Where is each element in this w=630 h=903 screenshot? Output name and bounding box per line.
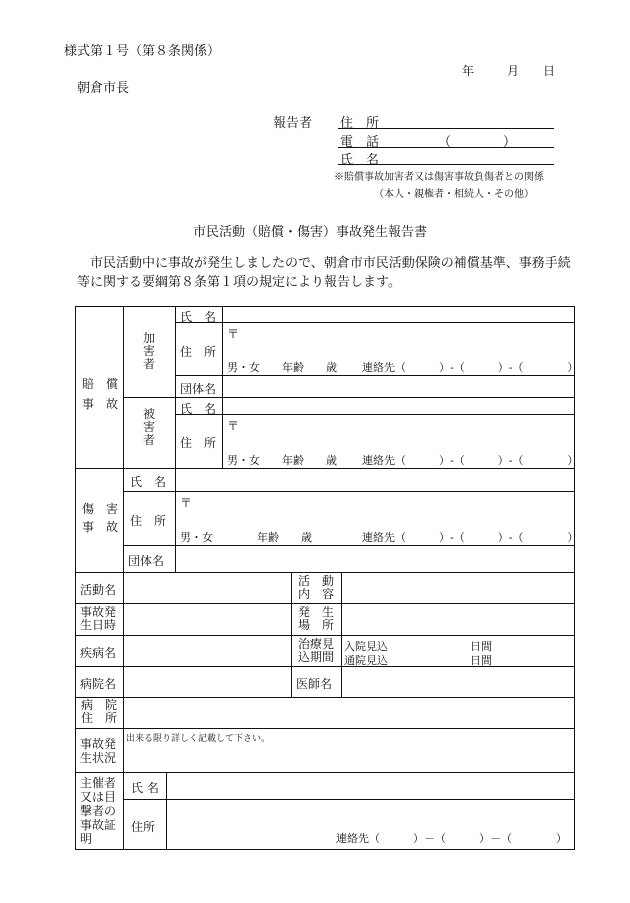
accident-date-label: 事故発 生日時 [80,605,117,632]
reporter-address-label: 住 所 [340,116,380,131]
hospitalization-days: 日間 [470,640,492,653]
liability-accident-label: 賠 償 事 故 [81,377,118,411]
victim-age: 年齢 歳 [282,454,337,467]
illness-label: 疾病名 [80,646,117,660]
victim-contact: 連絡先（ ）-（ ）-（ ） [362,454,579,467]
date-month: 月 [507,64,520,78]
injury-age: 年齢 歳 [257,531,312,544]
perpetrator-label: 加 害 者 [142,331,155,371]
reporter-phone-label: 電 話 [340,135,380,150]
hospital-name-label: 病院名 [80,677,117,691]
victim-address-label: 住 所 [180,436,217,450]
victim-label: 被 害 者 [142,407,155,447]
reporter-phone-line[interactable] [338,147,554,148]
form-number: 様式第１号（第８条関係） [64,44,221,59]
reporter-name-label: 氏 名 [340,153,380,168]
date-year: 年 [462,64,475,78]
outpatient-days: 日間 [470,654,492,667]
injury-address-label: 住 所 [130,514,167,528]
witness-address-label: 住所 [131,820,156,834]
addressee: 朝倉市長 [77,81,130,96]
hospitalization-label: 入院見込 [344,640,388,653]
perpetrator-gender[interactable]: 男・女 [227,361,260,374]
situation-hint: 出来る限り詳しく記載して下さい。 [126,734,271,744]
date-day: 日 [543,64,556,78]
reporter-phone-parens: （ ） [438,135,517,150]
doctor-name-label: 医師名 [296,677,333,691]
reporter-note: ※賠償事故加害者又は傷害事故負傷者との関係 [334,172,544,183]
activity-name-label: 活動名 [80,583,117,597]
situation-label: 事故発 生状況 [80,737,117,765]
injury-contact: 連絡先（ ）-（ ）-（ ） [362,531,579,544]
perpetrator-age: 年齢 歳 [282,361,337,374]
injury-group-label: 団体名 [128,554,165,568]
reporter-address-line[interactable] [338,128,554,129]
perpetrator-postal-mark: 〒 [227,327,240,341]
intro-text: 市民活動中に事故が発生しましたので、朝倉市市民活動保険の補償基準、事務手続等に関する要綱第８条第１項の規定により報告します。 [77,256,571,290]
hospital-address-label: 病 院 住 所 [80,698,117,725]
outpatient-label: 通院見込 [344,654,388,667]
witness-name-label: 氏 名 [131,781,159,795]
activity-content-label: 活 動 内 容 [297,574,334,601]
injury-name-label: 氏 名 [130,475,167,489]
perpetrator-address-label: 住 所 [180,345,217,359]
perpetrator-name-label: 氏 名 [180,310,217,324]
treatment-period-label: 治療見 込期間 [297,637,334,664]
reporter-relation-options: （本人・親権者・相続人・その他） [374,189,534,200]
accident-place-label: 発 生 場 所 [297,605,334,632]
document-title: 市民活動（賠償・傷害）事故発生報告書 [193,225,428,240]
injury-accident-label: 傷 害 事 故 [81,502,118,534]
reporter-name-line[interactable] [338,164,554,165]
victim-postal-mark: 〒 [227,419,240,433]
injury-gender[interactable]: 男・女 [180,531,213,544]
reporter-label: 報告者 [273,116,313,131]
witness-contact: 連絡先（ ）－（ ）－（ ） [336,832,567,845]
perpetrator-group-label: 団体名 [180,382,217,396]
victim-gender[interactable]: 男・女 [227,454,260,467]
injury-postal-mark: 〒 [180,496,193,510]
witness-label: 主催者 又は目 撃者の 事故証 明 [80,776,117,846]
perpetrator-contact: 連絡先（ ）-（ ）-（ ） [362,361,579,374]
victim-name-label: 氏 名 [180,402,217,416]
